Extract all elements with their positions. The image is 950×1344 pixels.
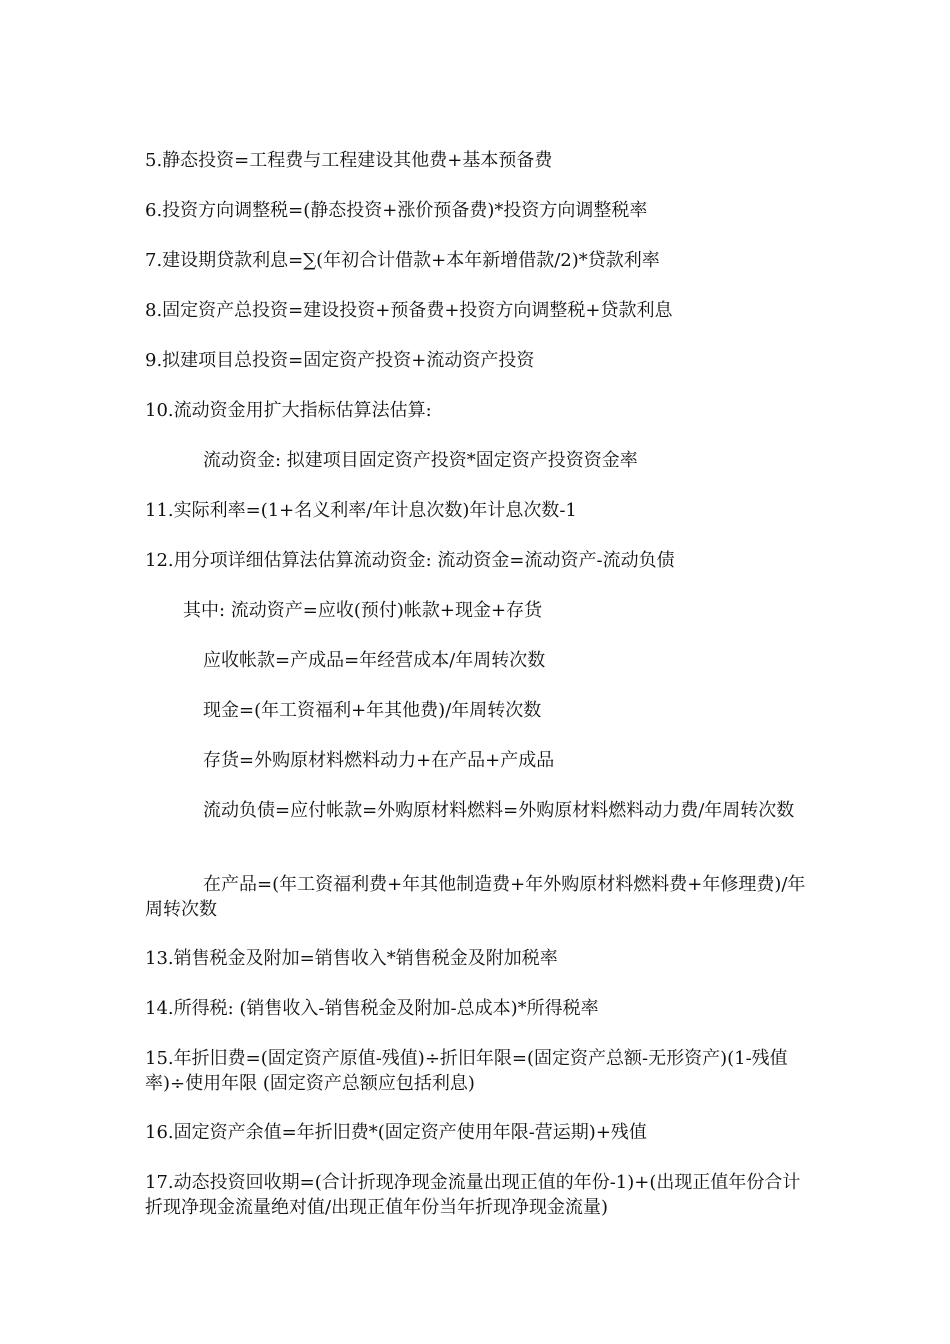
formula-7: 7.建设期贷款利息=∑(年初合计借款+本年新增借款/2)*贷款利率 bbox=[145, 250, 660, 271]
formula-6: 6.投资方向调整税=(静态投资+涨价预备费)*投资方向调整税率 bbox=[145, 200, 648, 221]
formula-12-receivables: 应收帐款=产成品=年经营成本/年周转次数 bbox=[203, 650, 546, 671]
formula-12-inventory: 存货=外购原材料燃料动力+在产品+产成品 bbox=[203, 750, 555, 771]
formula-12-current-assets: 其中: 流动资产=应收(预付)帐款+现金+存货 bbox=[183, 600, 543, 621]
formula-11: 11.实际利率=(1+名义利率/年计息次数)年计息次数-1 bbox=[145, 500, 577, 521]
formula-14: 14.所得税: (销售收入-销售税金及附加-总成本)*所得税率 bbox=[145, 998, 599, 1019]
formula-12-work-in-progress: 在产品=(年工资福利费+年其他制造费+年外购原材料燃料费+年修理费)/年周转次数 bbox=[145, 874, 806, 920]
formula-5: 5.静态投资=工程费与工程建设其他费+基本预备费 bbox=[145, 150, 553, 171]
formula-17: 17.动态投资回收期=(合计折现净现金流量出现正值的年份-1)+(出现正值年份合计折现净现金流量绝对值/出现正值年份当年折现净现金流量) bbox=[145, 1172, 801, 1218]
formula-8: 8.固定资产总投资=建设投资+预备费+投资方向调整税+贷款利息 bbox=[145, 300, 673, 321]
formula-10-detail: 流动资金: 拟建项目固定资产投资*固定资产投资资金率 bbox=[203, 450, 638, 471]
formula-13: 13.销售税金及附加=销售收入*销售税金及附加税率 bbox=[145, 948, 558, 969]
formula-16: 16.固定资产余值=年折旧费*(固定资产使用年限-营运期)+残值 bbox=[145, 1122, 647, 1143]
formula-10-heading: 10.流动资金用扩大指标估算法估算: bbox=[145, 400, 432, 421]
formula-12-heading: 12.用分项详细估算法估算流动资金: 流动资金=流动资产-流动负债 bbox=[145, 550, 675, 571]
formula-9: 9.拟建项目总投资=固定资产投资+流动资产投资 bbox=[145, 350, 535, 371]
formula-15: 15.年折旧费=(固定资产原值-残值)÷折旧年限=(固定资产总额-无形资产)(1-残值率)÷使用年限 (固定资产总额应包括利息) bbox=[145, 1048, 788, 1094]
formula-12-cash: 现金=(年工资福利+年其他费)/年周转次数 bbox=[203, 700, 542, 721]
formula-12-current-liabilities: 流动负债=应付帐款=外购原材料燃料=外购原材料燃料动力费/年周转次数 bbox=[203, 800, 795, 821]
